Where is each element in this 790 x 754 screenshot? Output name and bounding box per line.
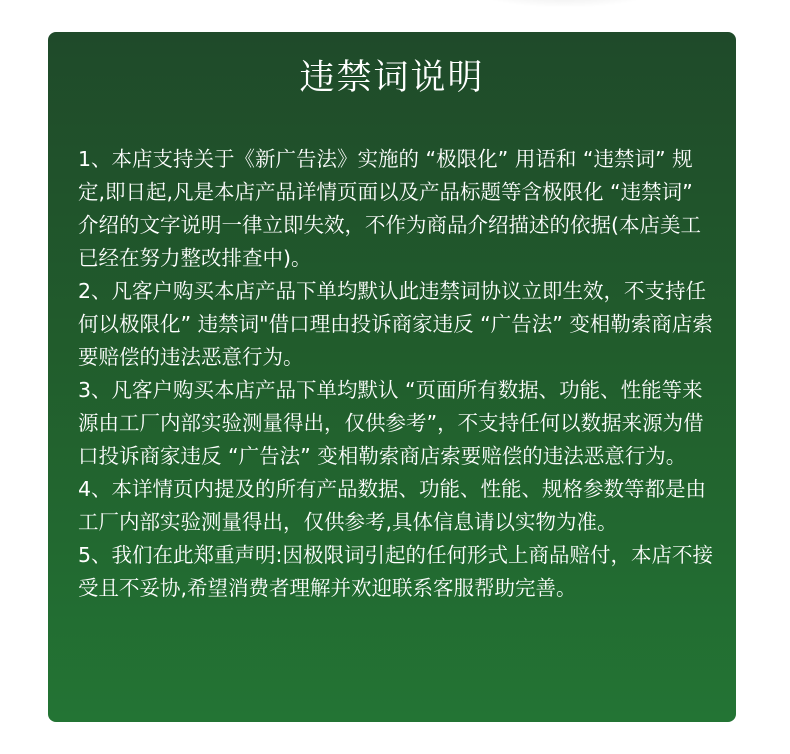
notice-panel — [48, 32, 736, 722]
notice-paragraph-4: 4、本详情页内提及的所有产品数据、功能、性能、规格参数等都是由工厂内部实验测量得出，仅供参考,具体信息请以实物为准。 — [78, 477, 707, 534]
notice-body — [78, 143, 718, 605]
notice-paragraph-2: 2、凡客户购买本店产品下单均默认此违禁词协议立即生效，不支持任何以极限化” 违禁词"借口理由投诉商家违反 “广告法” 变相勒索商店索要赔偿的违法恶意行为。 — [78, 279, 713, 369]
notice-paragraph-5: 5、我们在此郑重声明:因极限词引起的任何形式上商品赔付，本店不接受且不妥协,希望消费者理解并欢迎联系客服帮助完善。 — [78, 543, 713, 600]
top-shadow-decoration — [470, 0, 660, 8]
notice-paragraph-3: 3、凡客户购买本店产品下单均默认 “页面所有数据、功能、性能等来源由工厂内部实验测量得出，仅供参考”，不支持任何以数据来源为借口投诉商家违反 “广告法” 变相勒索商店索要赔偿的违法恶意行为。 — [78, 378, 704, 468]
notice-paragraph-1: 1、本店支持关于《新广告法》实施的 “极限化” 用语和 “违禁词” 规定,即日起,凡是本店产品详情页面以及产品标题等含极限化 “违禁词” 介绍的文字说明一律立即失效，不作为商品介绍描述的依据(本店美工已经在努力整改排查中)。 — [78, 147, 701, 270]
page-title: 违禁词说明 — [299, 58, 485, 98]
